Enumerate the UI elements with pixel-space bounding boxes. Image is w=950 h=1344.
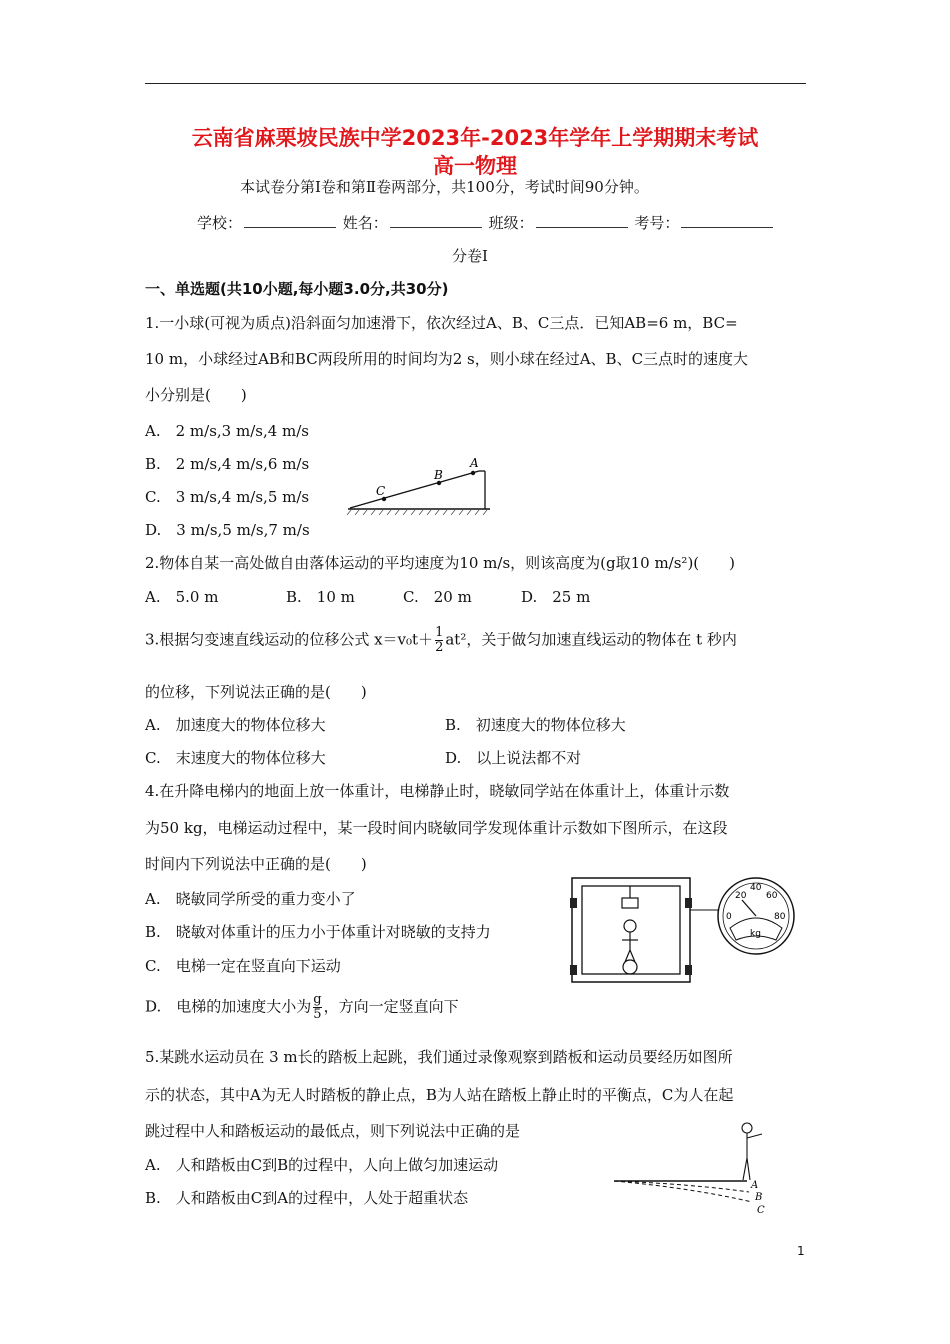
name-blank[interactable] [390,213,482,228]
board-label-a: A [751,1180,759,1191]
incline-figure [345,455,495,517]
dial-80: 80 [774,912,786,922]
board-label-b: B [755,1192,763,1203]
exam-info: 本试卷分第Ⅰ卷和第Ⅱ卷两部分，共100分，考试时间90分钟。 [240,178,649,196]
dial-kg: kg [750,929,761,939]
school-label: 学校： [197,214,243,232]
point-a [471,471,475,475]
frac-5: 5 [313,1007,322,1022]
q4-option-d [145,993,459,1022]
class-label: 班级： [488,214,534,232]
q5-option-a: A. 人和踏板由C到B的过程中，人向上做匀加速运动 [145,1156,499,1174]
q3-text-post: at²，关于做匀加速直线运动的物体在 t 秒内 [445,630,737,649]
dial-40: 40 [750,883,762,893]
q2-option-a: A. 5.0 m [145,588,219,606]
q2-line1: 2.物体自某一高处做自由落体运动的平均速度为10 m/s，则该高度为(g取10 m/s²)( ) [145,554,735,572]
scale-base [623,960,637,974]
q1-option-b: B. 2 m/s,4 m/s,6 m/s [145,455,310,473]
person-head [624,920,636,932]
frac-g: g [313,992,322,1007]
diving-board-figure [612,1118,782,1218]
q4-line2: 为50 kg，电梯运动过程中，某一段时间内晓敏同学发现体重计示数如下图所示，在这段 [145,819,728,837]
q2-option-b: B. 10 m [286,588,355,606]
exam-title: 云南省麻栗坡民族中学2023年-2023年学年上学期期末考试 [191,126,759,150]
dial-0: 0 [726,912,732,922]
frac-den: 2 [435,640,444,655]
dial-60: 60 [766,891,778,901]
q4-option-c: C. 电梯一定在竖直向下运动 [145,957,341,975]
header-rule [145,83,806,84]
q4-optd-post: ，方向一定竖直向下 [323,997,459,1016]
q3-option-b: B. 初速度大的物体位移大 [445,716,626,734]
dial-20: 20 [735,891,747,901]
q4-line1: 4.在升降电梯内的地面上放一体重计，电梯静止时，晓敏同学站在体重计上，体重计示数 [145,782,730,800]
student-info-fields [197,212,775,233]
q5-line3: 跳过程中人和踏板运动的最低点，则下列说法中正确的是 [145,1122,521,1140]
part-label: 分卷Ⅰ [452,247,488,265]
q3-option-a: A. 加速度大的物体位移大 [145,716,326,734]
label-c: C [376,484,386,498]
number-label: 考号： [634,214,680,232]
q1-option-d: D. 3 m/s,5 m/s,7 m/s [145,521,310,539]
q5-line2: 示的状态，其中A为无人时踏板的静止点，B为人站在踏板上静止时的平衡点，C为人在起 [145,1086,734,1104]
board-label-c: C [757,1205,765,1216]
elevator-scale-figure [570,870,810,985]
q4-optd-pre: D. 电梯的加速度大小为 [145,997,312,1016]
dial-needle [742,900,756,916]
q4-option-a: A. 晓敏同学所受的重力变小了 [145,890,356,908]
q5-line1: 5.某跳水运动员在 3 m长的踏板上起跳，我们通过录像观察到踏板和运动员要经历如图所 [145,1048,733,1066]
section-heading: 一、单选题(共10小题,每小题3.0分,共30分) [145,280,449,298]
q5-option-b: B. 人和踏板由C到A的过程中，人处于超重状态 [145,1189,469,1207]
q3-text-pre: 3.根据匀变速直线运动的位移公式 x＝v₀t＋ [145,630,434,649]
q1-option-c: C. 3 m/s,4 m/s,5 m/s [145,488,310,506]
q3-option-d: D. 以上说法都不对 [445,749,582,767]
q2-option-d: D. 25 m [521,588,591,606]
q3-option-c: C. 末速度大的物体位移大 [145,749,326,767]
label-b: B [434,468,443,482]
label-a: A [470,456,479,470]
page-number: 1 [797,1244,805,1258]
class-blank[interactable] [536,213,628,228]
q3-line1 [145,626,737,655]
q1-line1: 1.一小球(可视为质点)沿斜面匀加速滑下，依次经过A、B、C三点．已知AB=6 m，BC= [145,314,738,332]
q1-option-a: A. 2 m/s,3 m/s,4 m/s [145,422,309,440]
frac-num: 1 [435,625,444,640]
q1-line3: 小分别是( ) [145,386,247,404]
school-blank[interactable] [244,213,336,228]
exam-subject: 高一物理 [433,154,517,178]
q2-option-c: C. 20 m [403,588,472,606]
half-fraction [435,626,443,655]
number-blank[interactable] [681,213,773,228]
q3-line2: 的位移，下列说法正确的是( ) [145,683,367,701]
q4-option-b: B. 晓敏对体重计的压力小于体重计对晓敏的支持力 [145,923,491,941]
diver-head [742,1123,752,1133]
q4-line3: 时间内下列说法中正确的是( ) [145,855,367,873]
q1-line2: 10 m，小球经过AB和BC两段所用的时间均为2 s，则小球在经过A、B、C三点时的速度大 [145,350,749,368]
name-label: 姓名： [342,214,388,232]
g-over-5-fraction [313,993,321,1022]
